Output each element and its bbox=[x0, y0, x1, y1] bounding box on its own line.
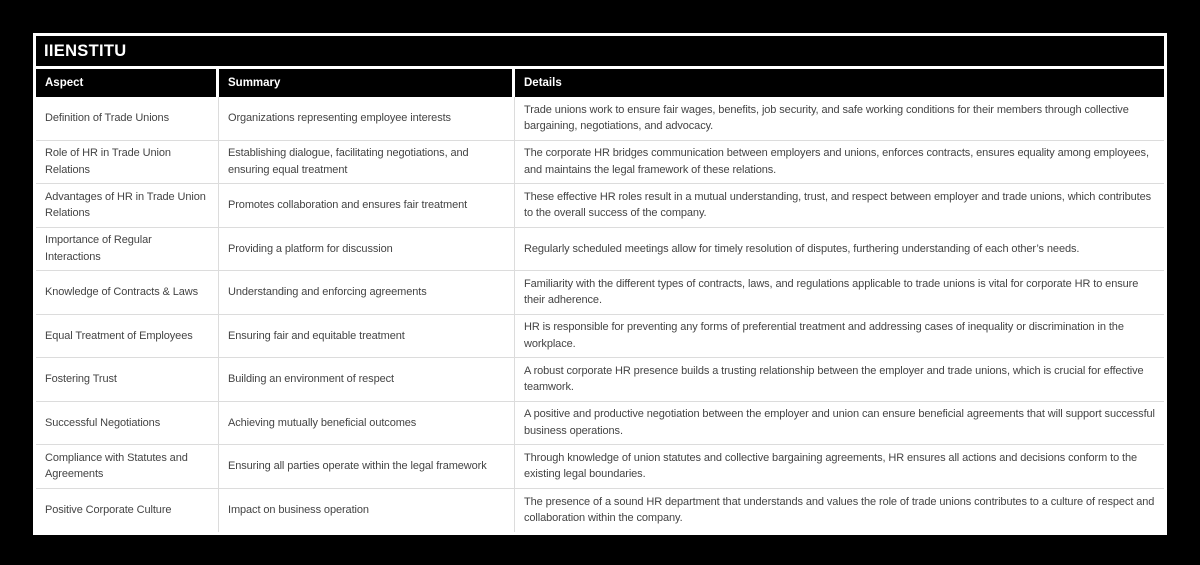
cell-summary: Organizations representing employee interests bbox=[219, 97, 515, 141]
cell-aspect: Compliance with Statutes and Agreements bbox=[36, 445, 219, 489]
cell-aspect: Positive Corporate Culture bbox=[36, 489, 219, 533]
cell-aspect: Knowledge of Contracts & Laws bbox=[36, 271, 219, 315]
cell-aspect: Role of HR in Trade Union Relations bbox=[36, 141, 219, 185]
cell-summary: Ensuring all parties operate within the legal framework bbox=[219, 445, 515, 489]
cell-details: Through knowledge of union statutes and collective bargaining agreements, HR ensures all actions and decisions conform to the existing legal boundaries. bbox=[515, 445, 1164, 489]
brand-bar bbox=[36, 36, 1164, 66]
cell-summary: Establishing dialogue, facilitating negotiations, and ensuring equal treatment bbox=[219, 141, 515, 185]
column-header-details: Details bbox=[515, 69, 1164, 97]
cell-details: Familiarity with the different types of contracts, laws, and regulations applicable to trade unions is vital for corporate HR to ensure their adherence. bbox=[515, 271, 1164, 315]
table-card bbox=[33, 33, 1167, 535]
cell-aspect: Successful Negotiations bbox=[36, 402, 219, 446]
brand-logo-text: IIENSTITU bbox=[44, 41, 127, 60]
cell-aspect: Equal Treatment of Employees bbox=[36, 315, 219, 359]
cell-details: A robust corporate HR presence builds a trusting relationship between the employer and trade unions, which is crucial for effective teamwork. bbox=[515, 358, 1164, 402]
cell-details: The presence of a sound HR department that understands and values the role of trade unions contributes to a culture of respect and collaboration within the company. bbox=[515, 489, 1164, 533]
cell-aspect: Advantages of HR in Trade Union Relations bbox=[36, 184, 219, 228]
column-header-summary: Summary bbox=[219, 69, 515, 97]
column-header-aspect: Aspect bbox=[36, 69, 219, 97]
cell-aspect: Fostering Trust bbox=[36, 358, 219, 402]
cell-summary: Understanding and enforcing agreements bbox=[219, 271, 515, 315]
cell-details: The corporate HR bridges communication between employers and unions, enforces contracts, ensures equality among employees, and maintains the legal framework of these relations. bbox=[515, 141, 1164, 185]
cell-details: A positive and productive negotiation between the employer and union can ensure beneficial agreements that will support successful business operations. bbox=[515, 402, 1164, 446]
cell-summary: Ensuring fair and equitable treatment bbox=[219, 315, 515, 359]
cell-aspect: Definition of Trade Unions bbox=[36, 97, 219, 141]
cell-summary: Building an environment of respect bbox=[219, 358, 515, 402]
cell-details: Regularly scheduled meetings allow for timely resolution of disputes, furthering understanding of each other’s needs. bbox=[515, 228, 1164, 272]
cell-aspect: Importance of Regular Interactions bbox=[36, 228, 219, 272]
cell-details: Trade unions work to ensure fair wages, benefits, job security, and safe working conditions for their members through collective bargaining, negotiations, and advocacy. bbox=[515, 97, 1164, 141]
trade-union-hr-table bbox=[36, 69, 1164, 532]
cell-details: These effective HR roles result in a mutual understanding, trust, and respect between employer and trade unions, which contributes to the overall success of the company. bbox=[515, 184, 1164, 228]
cell-summary: Impact on business operation bbox=[219, 489, 515, 533]
cell-summary: Promotes collaboration and ensures fair treatment bbox=[219, 184, 515, 228]
cell-summary: Providing a platform for discussion bbox=[219, 228, 515, 272]
cell-summary: Achieving mutually beneficial outcomes bbox=[219, 402, 515, 446]
cell-details: HR is responsible for preventing any forms of preferential treatment and addressing cases of inequality or discrimination in the workplace. bbox=[515, 315, 1164, 359]
